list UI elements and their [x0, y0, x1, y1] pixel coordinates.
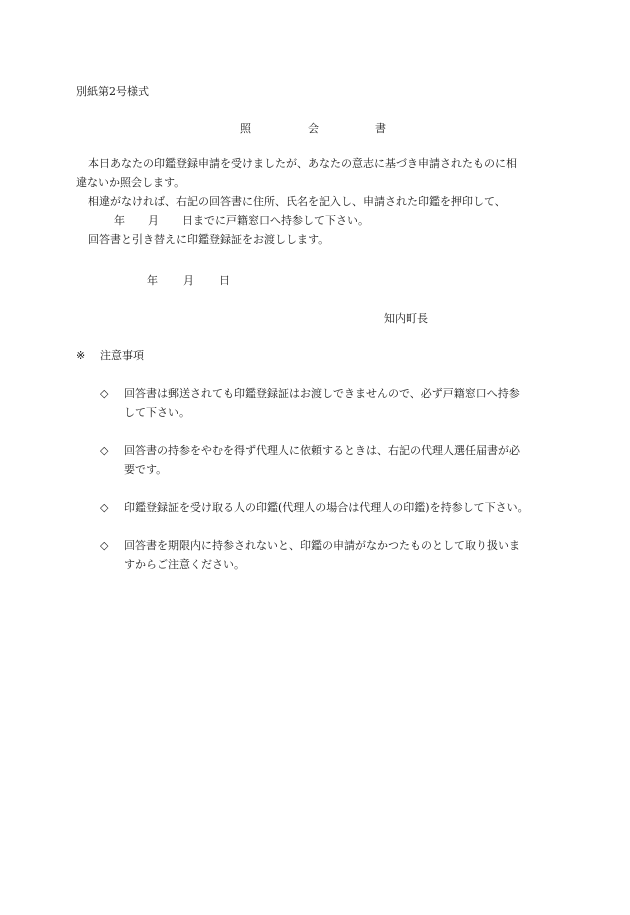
note-line-1: 印鑑登録証を受け取る人の印鑑(代理人の場合は代理人の印鑑)を持参して下さい。 — [124, 501, 529, 514]
issue-date-line — [0, 274, 630, 330]
deadline-month-label: 月 — [148, 214, 159, 227]
paragraph-3: 回答書と引き替えに印鑑登録証をお渡しします。 — [88, 233, 330, 246]
issue-date-day: 日 — [219, 274, 230, 287]
paragraph-1-line-1: 本日あなたの印鑑登録申請を受けましたが、あなたの意志に基づき申請されたものに相 — [88, 157, 517, 170]
document-title — [0, 122, 630, 136]
issue-date-month: 月 — [183, 274, 194, 287]
form-number: 別紙第2号様式 — [76, 85, 149, 98]
note-line-2: して下さい。 — [124, 406, 190, 419]
title-char-2: 会 — [308, 122, 319, 135]
diamond-bullet-icon: ◇ — [100, 501, 109, 514]
note-line-1: 回答書は郵送されても印鑑登録証はお渡しできませんので、必ず戸籍窓口へ持参 — [124, 387, 520, 400]
paragraph-1-line-2: 違ないか照会します。 — [76, 176, 186, 189]
note-line-1: 回答書の持参をやむを得ず代理人に依頼するときは、右記の代理人選任届書が必 — [124, 444, 520, 457]
signer-title: 知内町長 — [384, 312, 428, 325]
notes-heading — [76, 349, 144, 391]
diamond-bullet-icon: ◇ — [100, 444, 109, 457]
notes-heading-text: 注意事項 — [100, 349, 144, 362]
paragraph-2-line-1: 相違がなければ、右記の回答書に住所、氏名を記入し、申請された印鑑を押印して、 — [88, 195, 506, 208]
reference-mark-icon: ※ — [76, 349, 86, 362]
note-line-2: 要です。 — [124, 463, 168, 476]
note-line-1: 回答書を期限内に持参されないと、印鑑の申請がなかつたものとして取り扱いま — [124, 539, 520, 552]
title-char-1: 照 — [240, 122, 251, 135]
diamond-bullet-icon: ◇ — [100, 539, 109, 552]
issue-date-year: 年 — [147, 274, 158, 287]
title-char-3: 書 — [375, 122, 386, 135]
deadline-year-label: 年 — [114, 214, 125, 227]
diamond-bullet-icon: ◇ — [100, 387, 109, 400]
note-line-2: すからご注意ください。 — [124, 558, 245, 571]
deadline-day-text: 日までに戸籍窓口へ持参して下さい。 — [182, 214, 369, 227]
